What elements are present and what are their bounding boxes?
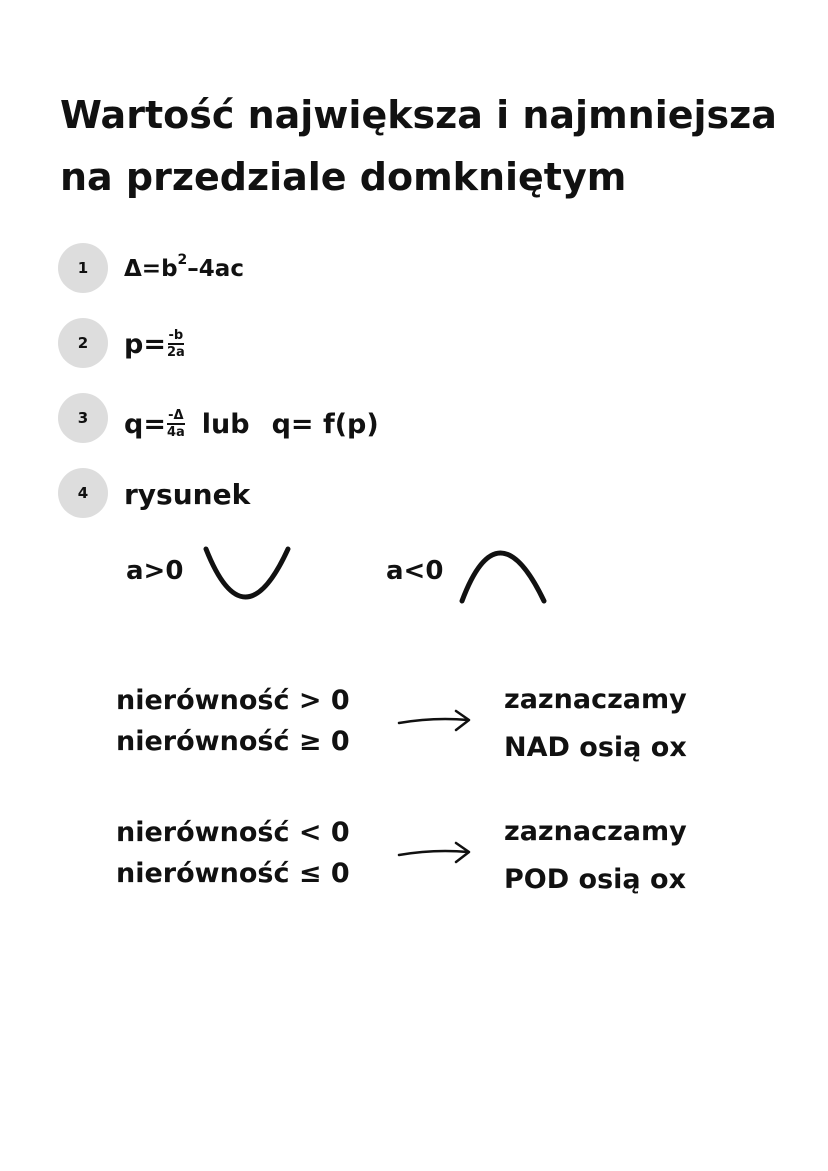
q-fraction-denominator: 4a [166,425,185,440]
rule-1-inequality-nonstrict: nierówność ≥ 0 [116,726,350,757]
delta-formula-prefix: Δ=b [124,256,178,282]
p-formula-prefix: p= [124,328,166,360]
rule-2-result [504,808,687,904]
rule-2-inequality-strict: nierówność < 0 [116,817,350,848]
parabola-opens-down-icon [456,545,550,605]
rule-2-arrow-icon [396,838,476,870]
rule-1-result-location: NAD osią ox [504,732,687,763]
p-fraction [167,329,185,359]
parabola-down-label: a<0 [386,556,444,586]
step-4-badge: 4 [58,468,108,518]
q-fraction-numerator: -Δ [168,408,184,423]
step-1-badge: 1 [58,243,108,293]
step-4-label: rysunek [124,477,251,511]
p-fraction-denominator: 2a [166,345,185,360]
q-fraction [167,409,185,439]
q-formula-connector: lub [201,408,250,440]
rule-2-result-location: POD osią ox [504,864,687,895]
rule-1-result [504,676,687,772]
rule-1-inequalities [116,680,350,762]
rule-1-arrow-icon [396,706,476,738]
step-1-formula: Δ=b $^2$ –4ac [124,252,244,282]
step-2-badge: 2 [58,318,108,368]
p-fraction-numerator: -b [168,328,184,343]
rule-2-inequality-nonstrict: nierówność ≤ 0 [116,858,350,889]
title-line-2: na przedziale domkniętym [60,155,627,199]
q-formula-alternative: q= f(p) [271,408,379,440]
rule-1-result-verb: zaznaczamy [504,684,687,715]
step-3-badge: 3 [58,393,108,443]
title-line-1: Wartość największa i najmniejsza [60,93,777,137]
page-title [60,84,800,208]
delta-formula-suffix: –4ac [187,256,244,282]
rule-2-result-verb: zaznaczamy [504,816,687,847]
step-3-formula [124,402,379,446]
rule-2-inequalities [116,812,350,894]
q-formula-prefix: q= [124,408,166,440]
rule-1-inequality-strict: nierówność > 0 [116,685,350,716]
parabola-opens-up-icon [200,545,294,605]
step-2-formula [124,322,186,366]
parabola-up-label: a>0 [126,556,184,586]
